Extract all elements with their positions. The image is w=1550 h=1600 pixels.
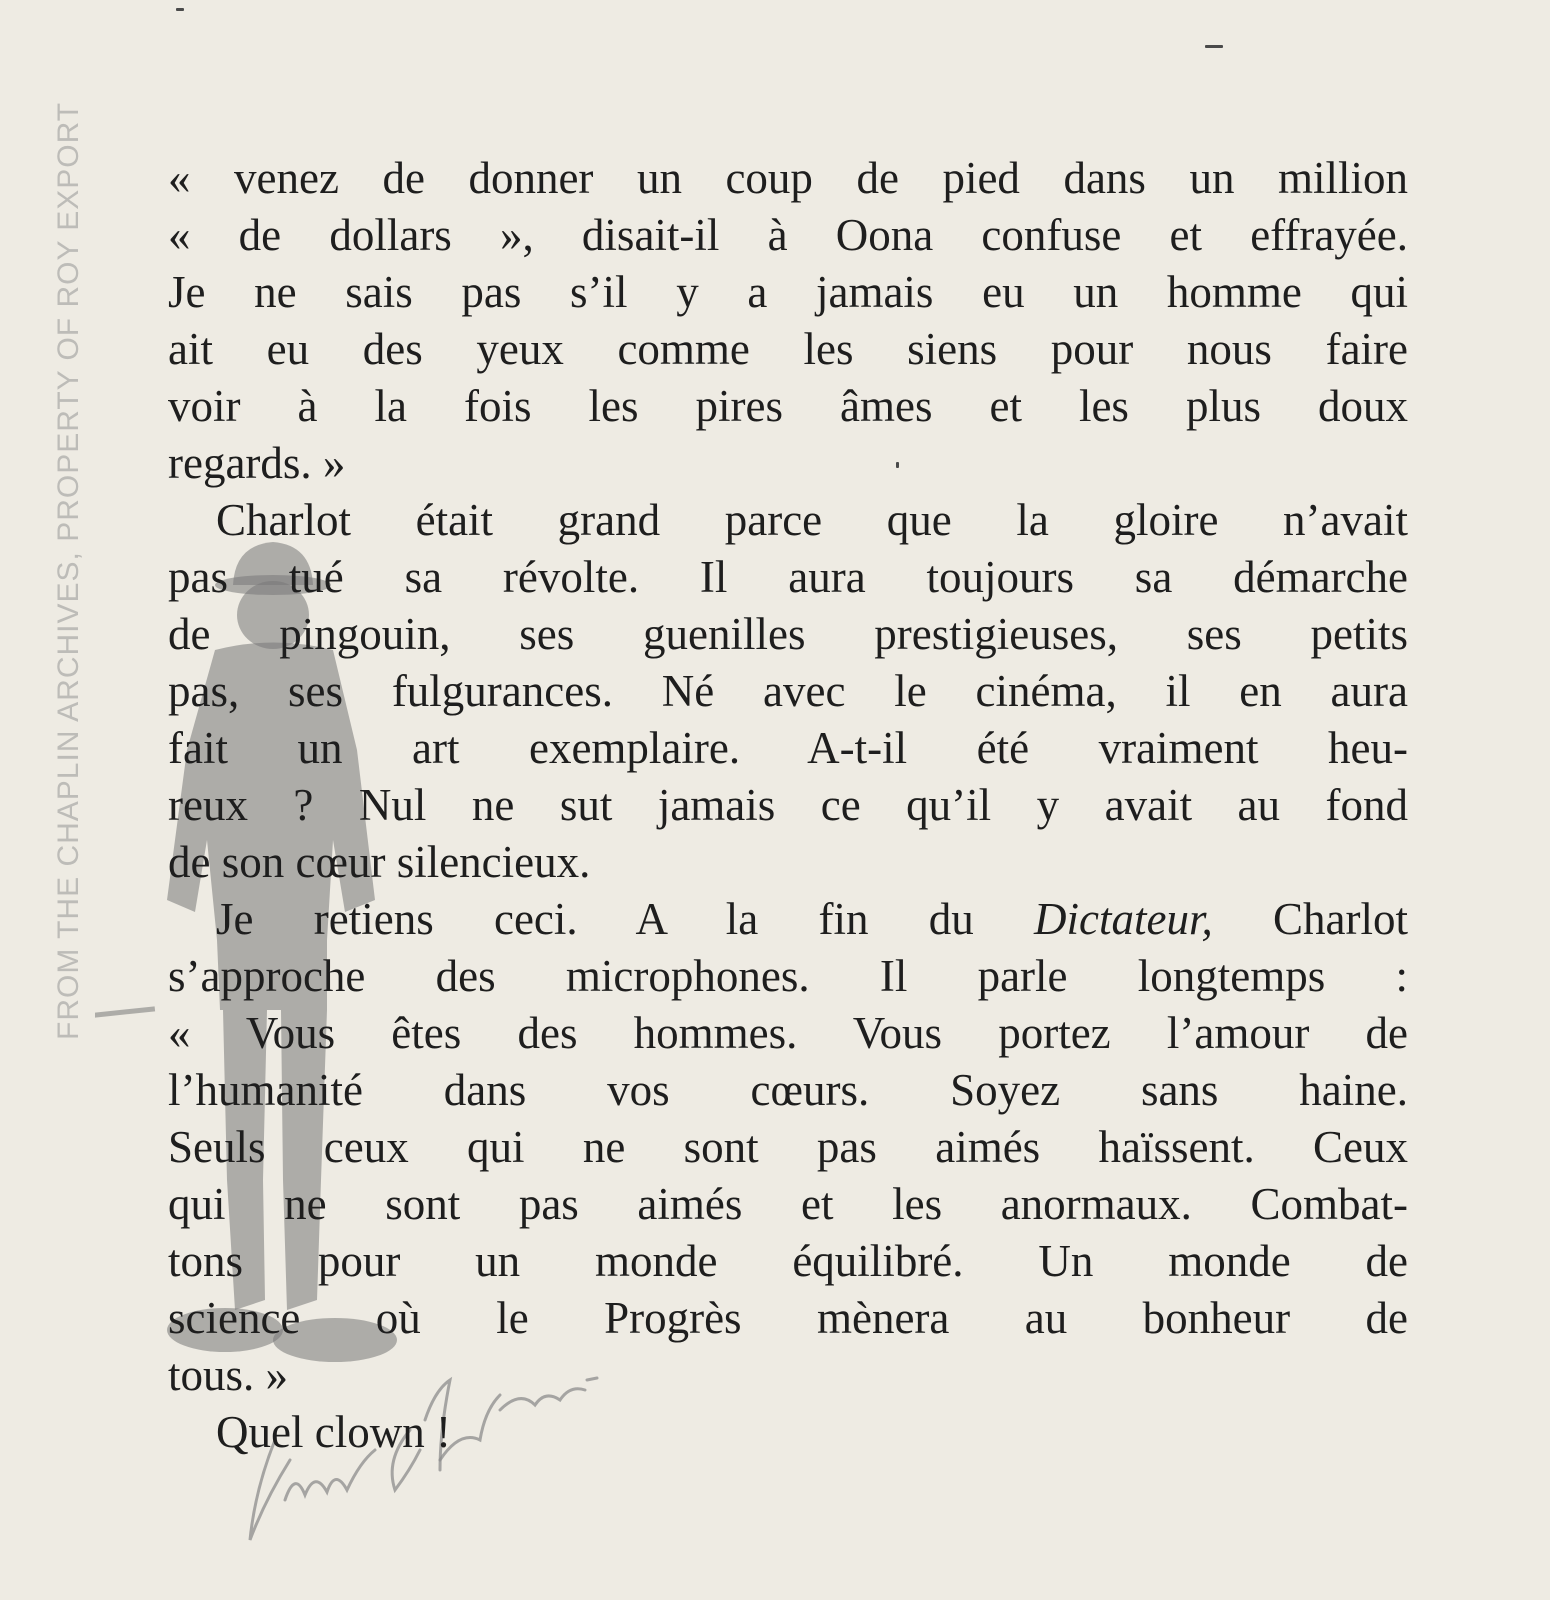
text-segment: Je retiens ceci. A la fin du	[216, 894, 1035, 944]
film-title: Dictateur,	[1034, 894, 1213, 944]
text-segment: Charlot	[1212, 894, 1408, 944]
text-line: tous. »	[168, 1350, 289, 1400]
text-line: Je ne sais pas s’il y a jamais eu un homme qui	[168, 267, 1408, 317]
text-line: ait eu des yeux comme les siens pour nous faire	[168, 324, 1408, 374]
text-line: regards. »	[168, 438, 346, 488]
paper-speck	[176, 8, 184, 11]
text-line: tons pour un monde équilibré. Un monde de	[168, 1236, 1408, 1286]
text-line: qui ne sont pas aimés et les anormaux. Combat-	[168, 1179, 1408, 1229]
text-line: « venez de donner un coup de pied dans un million	[168, 153, 1408, 203]
text-line: pas, ses fulgurances. Né avec le cinéma, il en aura	[168, 666, 1408, 716]
text-line: « de dollars », disait-il à Oona confuse et effrayée.	[168, 210, 1408, 260]
text-line	[168, 891, 1408, 948]
text-line: Quel clown !	[216, 1407, 451, 1457]
text-line: fait un art exemplaire. A-t-il été vraiment heu-	[168, 723, 1408, 773]
body-text	[168, 150, 1408, 1461]
text-line: Charlot était grand parce que la gloire n’avait	[216, 495, 1408, 545]
text-line: science où le Progrès mènera au bonheur de	[168, 1293, 1408, 1343]
text-line: l’humanité dans vos cœurs. Soyez sans haine.	[168, 1065, 1408, 1115]
text-line: voir à la fois les pires âmes et les plus doux	[168, 381, 1408, 431]
text-line: pas tué sa révolte. Il aura toujours sa démarche	[168, 552, 1408, 602]
paper-speck	[1205, 45, 1223, 48]
text-line: de pingouin, ses guenilles prestigieuses, ses petits	[168, 609, 1408, 659]
text-line: de son cœur silencieux.	[168, 837, 591, 887]
text-line: reux ? Nul ne sut jamais ce qu’il y avait au fond	[168, 780, 1408, 830]
archive-watermark-text: FROM THE CHAPLIN ARCHIVES, PROPERTY OF ROY EXPORT	[52, 101, 85, 1040]
text-line: Seuls ceux qui ne sont pas aimés haïssent. Ceux	[168, 1122, 1408, 1172]
text-line: s’approche des microphones. Il parle longtemps :	[168, 951, 1408, 1001]
text-line: « Vous êtes des hommes. Vous portez l’amour de	[168, 1008, 1408, 1058]
